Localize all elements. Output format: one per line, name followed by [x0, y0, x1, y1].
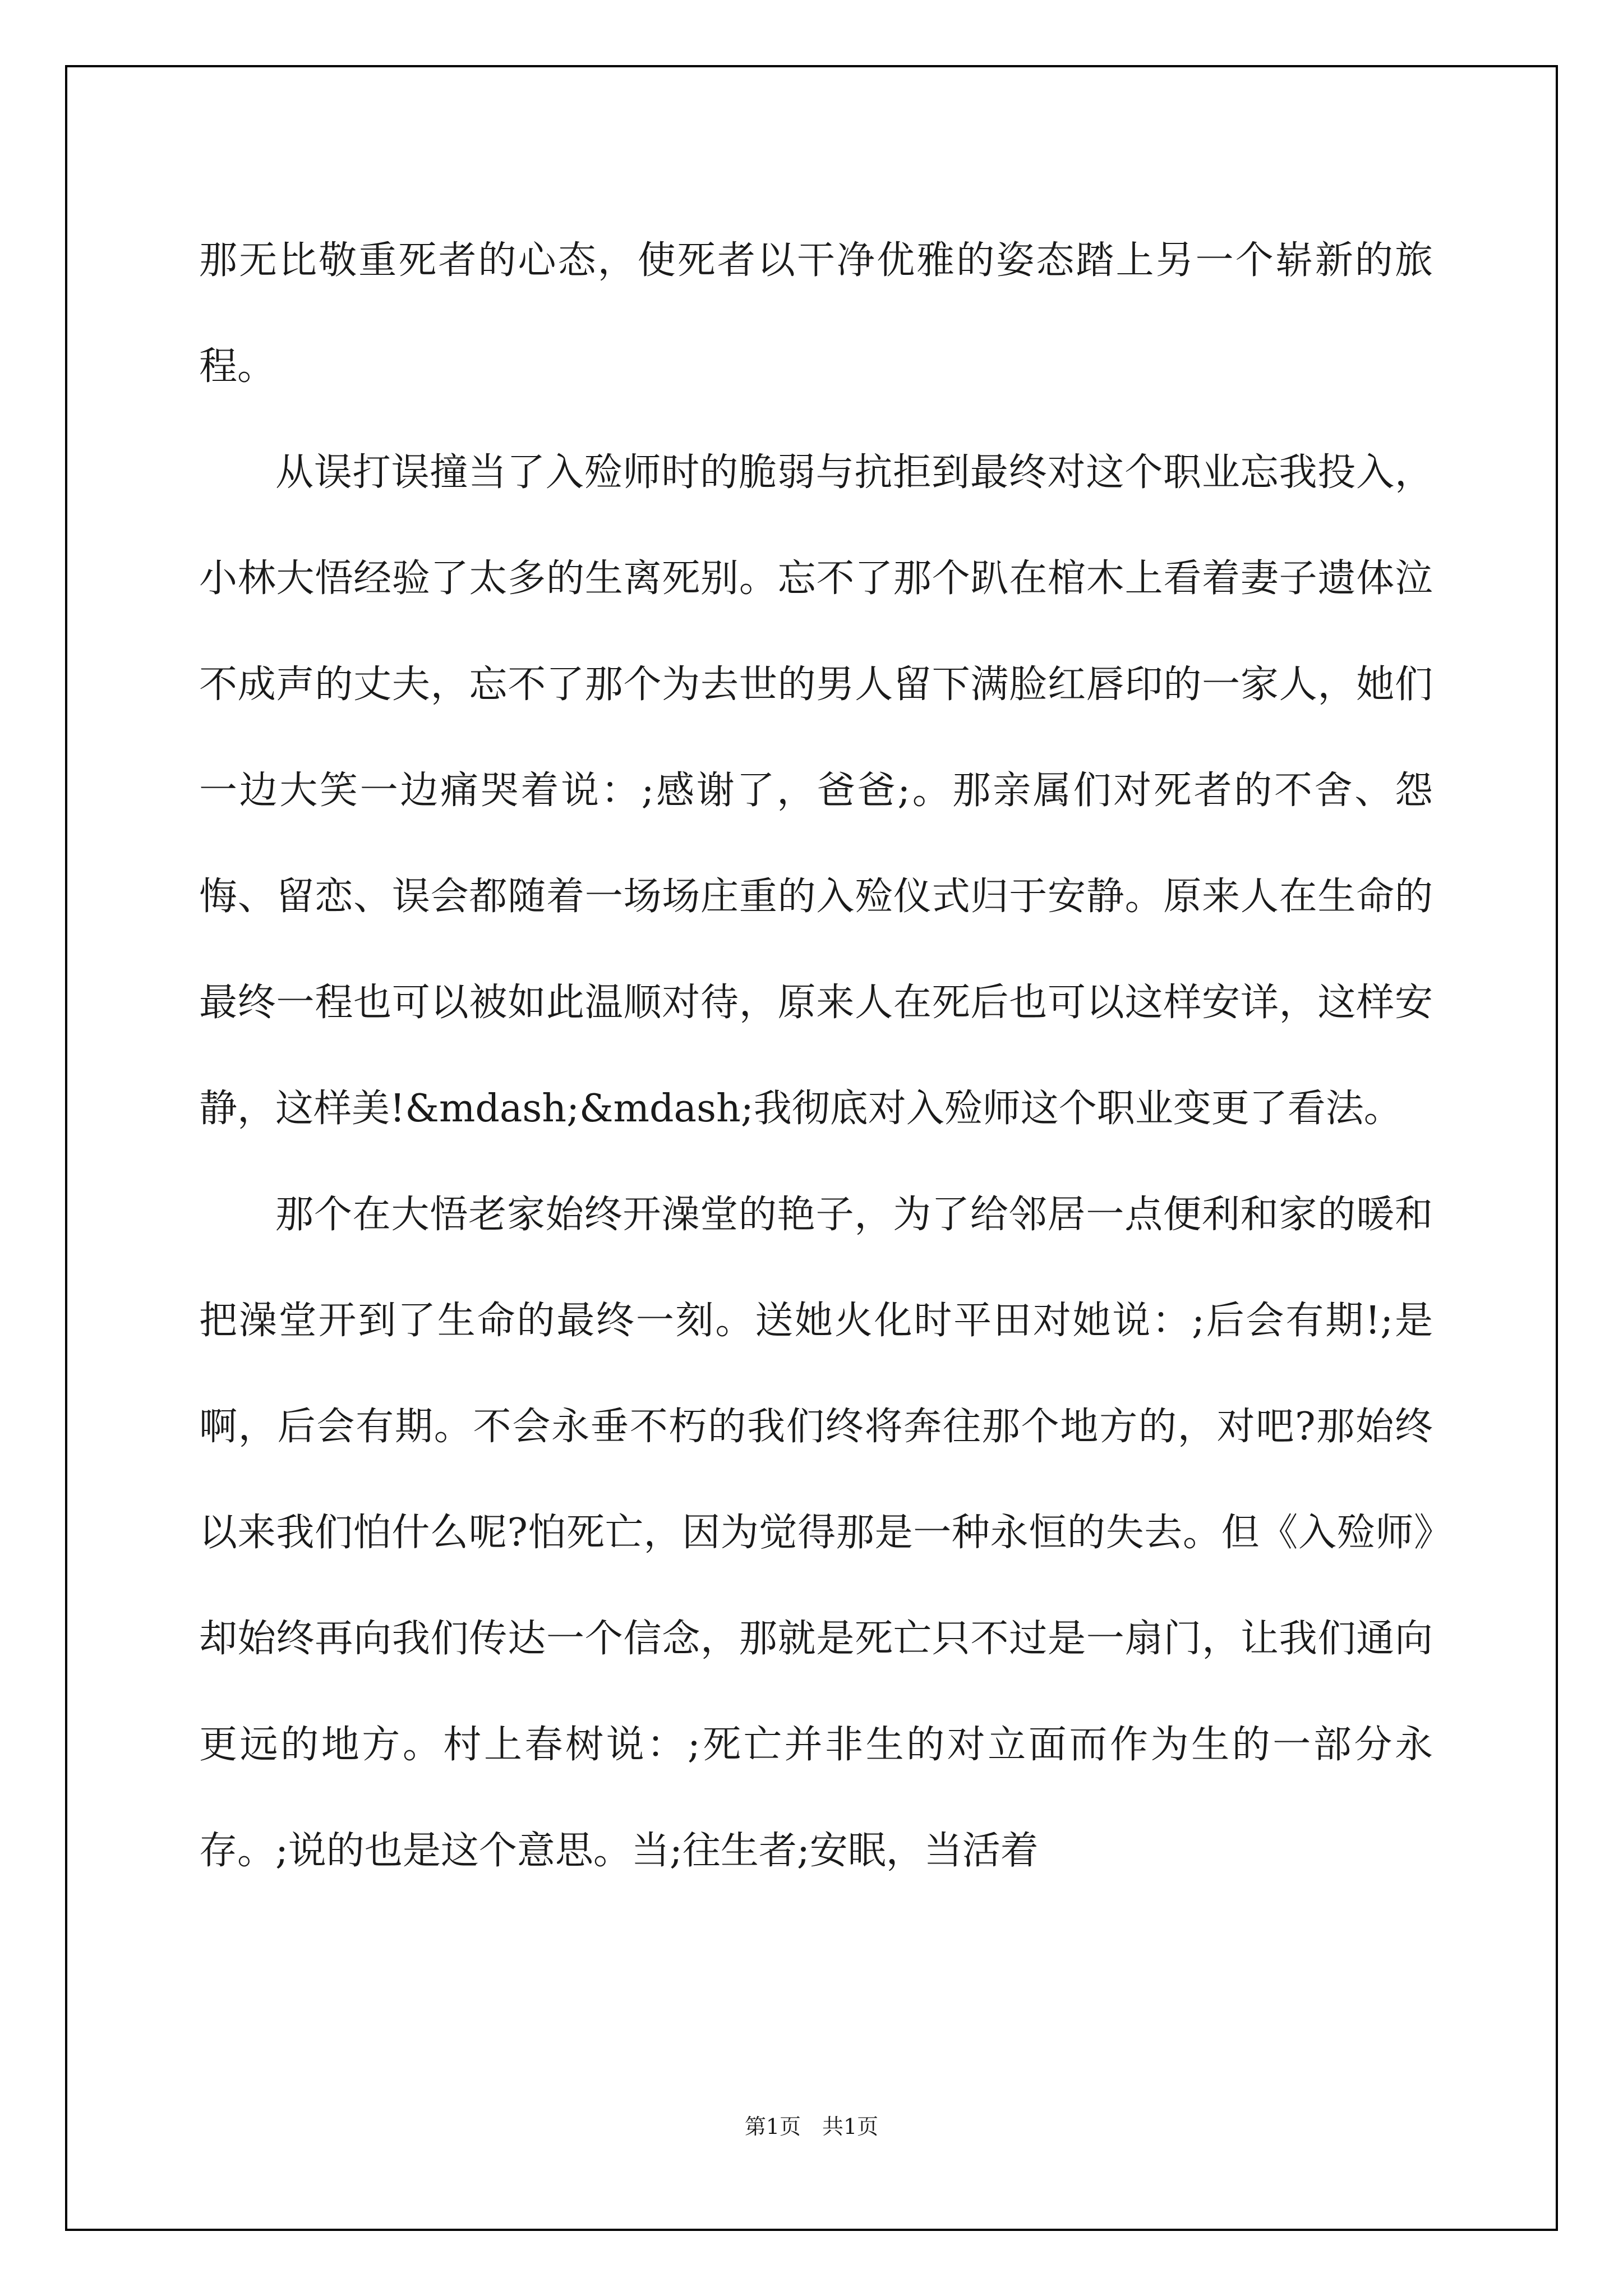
paragraph-3: 那个在大悟老家始终开澡堂的艳子，为了给邻居一点便利和家的暖和把澡堂开到了生命的最终一刻。送她火化时平田对她说：;后会有期!;是啊，后会有期。不会永垂不朽的我们终将奔往那个地方的，对吧?那始终以来我们怕什么呢?怕死亡，因为觉得那是一种永恒的失去。但《入殓师》却始终再向我们传达一个信念，那就是死亡只不过是一扇门，让我们通向更远的地方。村上春树说：;死亡并非生的对立面而作为生的一部分永存。;说的也是这个意思。当;往生者;安眠，当活着 [199, 1193, 1433, 1873]
page-footer: 第1页 共1页 [744, 2114, 879, 2139]
paragraph-1: 那无比敬重死者的心态，使死者以干净优雅的姿态踏上另一个崭新的旅程。 [199, 238, 1433, 389]
document-body [199, 208, 1433, 1904]
paragraph-2: 从误打误撞当了入殓师时的脆弱与抗拒到最终对这个职业忘我投入，小林大悟经验了太多的生离死别。忘不了那个趴在棺木上看着妻子遗体泣不成声的丈夫，忘不了那个为去世的男人留下满脸红唇印的一家人，她们一边大笑一边痛哭着说：;感谢了，爸爸;。那亲属们对死者的不舍、怨悔、留恋、误会都随着一场场庄重的入殓仪式归于安静。原来人在生命的最终一程也可以被如此温顺对待，原来人在死后也可以这样安详，这样安静，这样美!&mdash;&mdash;我彻底对入殓师这个职业变更了看法。 [199, 450, 1433, 1131]
